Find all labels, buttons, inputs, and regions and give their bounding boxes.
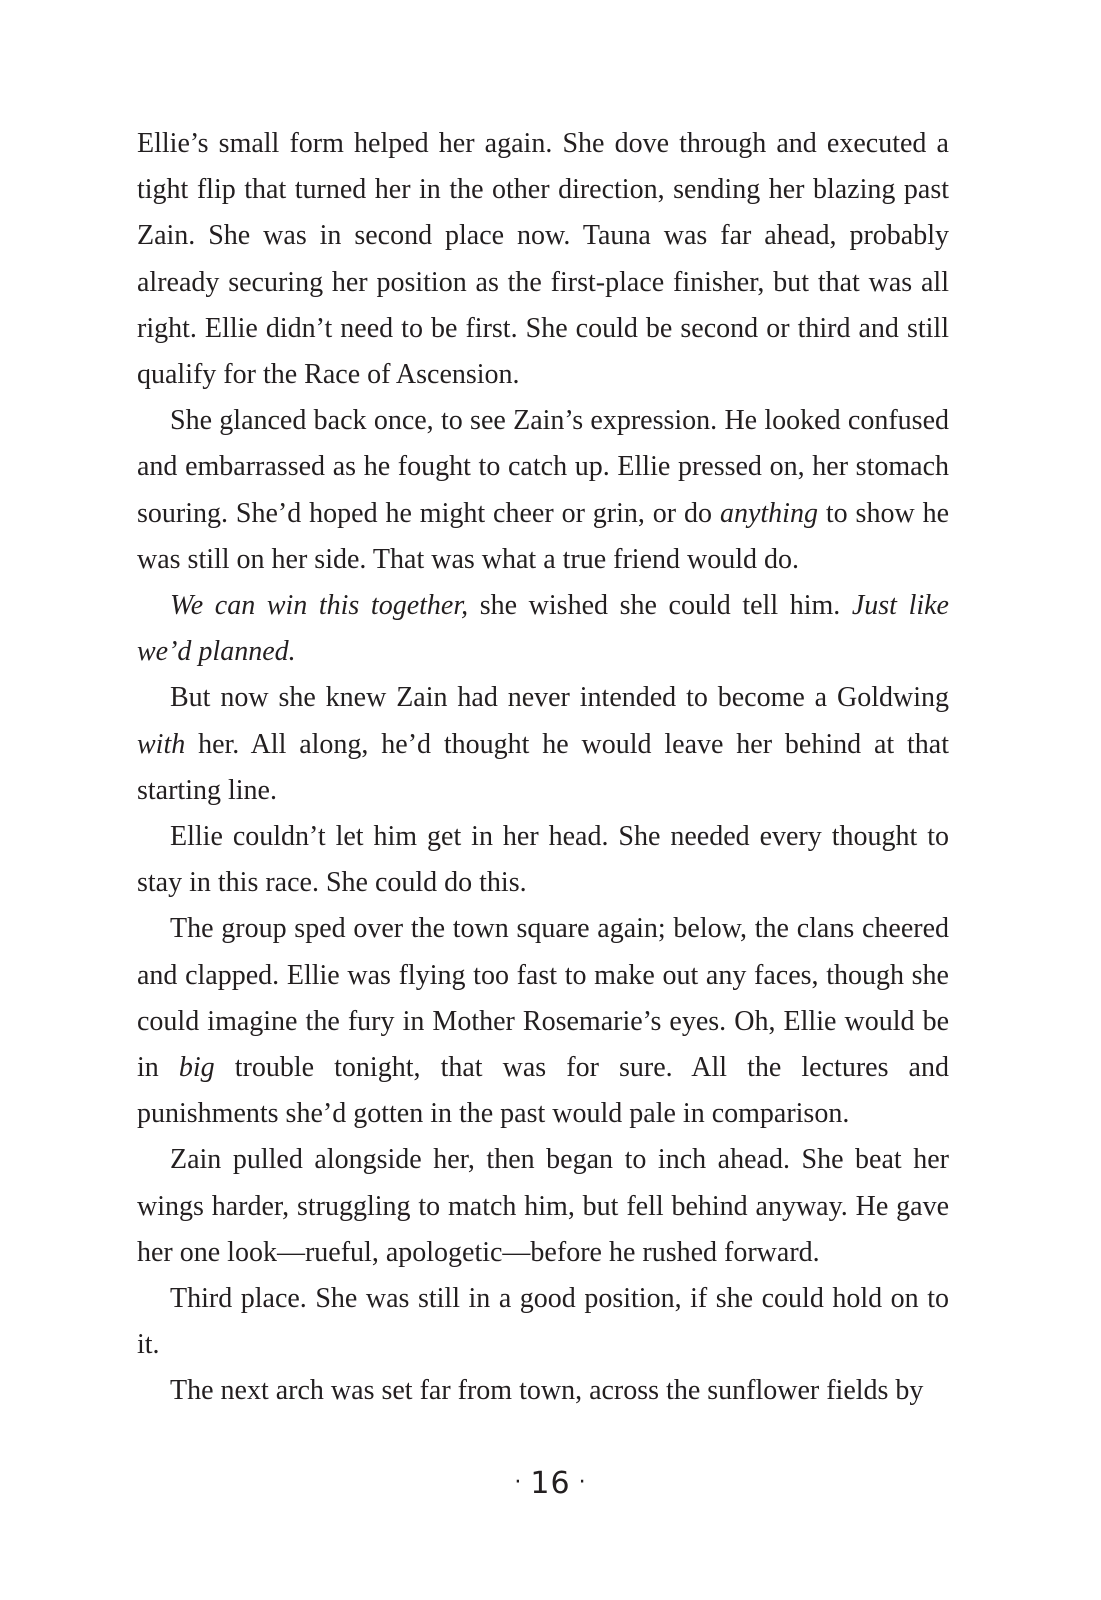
paragraph-italic-text: with	[137, 728, 186, 760]
paragraph	[137, 1137, 949, 1276]
paragraph-text: trouble tonight, that was for sure. All the lectures and punishments she’d gotten in the past would pale in comparison.	[137, 1052, 949, 1130]
paragraph	[137, 1368, 949, 1414]
paragraph	[137, 398, 949, 583]
page-number	[0, 1466, 1101, 1501]
paragraph	[137, 1276, 949, 1368]
paragraph-text: Zain pulled alongside her, then began to inch ahead. She beat her wings harder, struggling to match him, but fell behind anyway. He gave her one look—rueful, apologetic—before he rushed forward.	[137, 1144, 949, 1268]
paragraph-italic-text: anything	[719, 497, 818, 529]
paragraph-text: The next arch was set far from town, across the sunflower fields by	[170, 1375, 924, 1407]
paragraph-text: She glanced back once, to see Zain’s expression. He looked confused and embarrassed as he fought to catch up. Ellie pressed on, her stomach souring. She’d hoped he might cheer or grin, or do	[137, 405, 949, 529]
paragraph	[137, 121, 949, 398]
paragraph	[137, 583, 949, 675]
page-number-ornament-right: ·	[578, 1470, 587, 1495]
paragraph-text: Third place. She was still in a good position, if she could hold on to it.	[137, 1283, 949, 1361]
paragraph-text: to show he was still on her side. That was what a true friend would do.	[137, 497, 949, 575]
page-number-value: 16	[530, 1466, 571, 1501]
paragraph-text: her. All along, he’d thought he would leave her behind at that starting line.	[137, 728, 949, 806]
paragraph	[137, 814, 949, 906]
paragraph-italic-text: We can win this together,	[170, 590, 469, 622]
page-number-ornament-left: ·	[514, 1470, 523, 1495]
paragraph-text: Ellie’s small form helped her again. She dove through and executed a tight flip that turned her in the other direction, sending her blazing past Zain. She was in second place now. Tauna was far ahead, probably already securing her position as the first-place finisher, but that was all right. Ellie didn’t need to be first. She could be second or third and still qualify for the Race of Ascension.	[137, 128, 949, 391]
paragraph-text: Ellie couldn’t let him get in her head. She needed every thought to stay in this race. She could do this.	[137, 821, 949, 899]
paragraph-italic-text: big	[178, 1052, 215, 1084]
paragraph-text: she wished she could tell him.	[468, 590, 852, 622]
paragraph	[137, 906, 949, 1137]
paragraph	[137, 675, 949, 814]
page-body-text	[137, 121, 949, 1415]
paragraph-text: The group sped over the town square again; below, the clans cheered and clapped. Ellie was flying too fast to make out any faces, though she could imagine the fury in Mother Rosemarie’s eyes. Oh, Ellie would be in	[137, 913, 949, 1084]
paragraph-text: But now she knew Zain had never intended to become a Goldwing	[170, 682, 949, 714]
paragraph-italic-text: Just like we’d planned.	[137, 590, 949, 668]
